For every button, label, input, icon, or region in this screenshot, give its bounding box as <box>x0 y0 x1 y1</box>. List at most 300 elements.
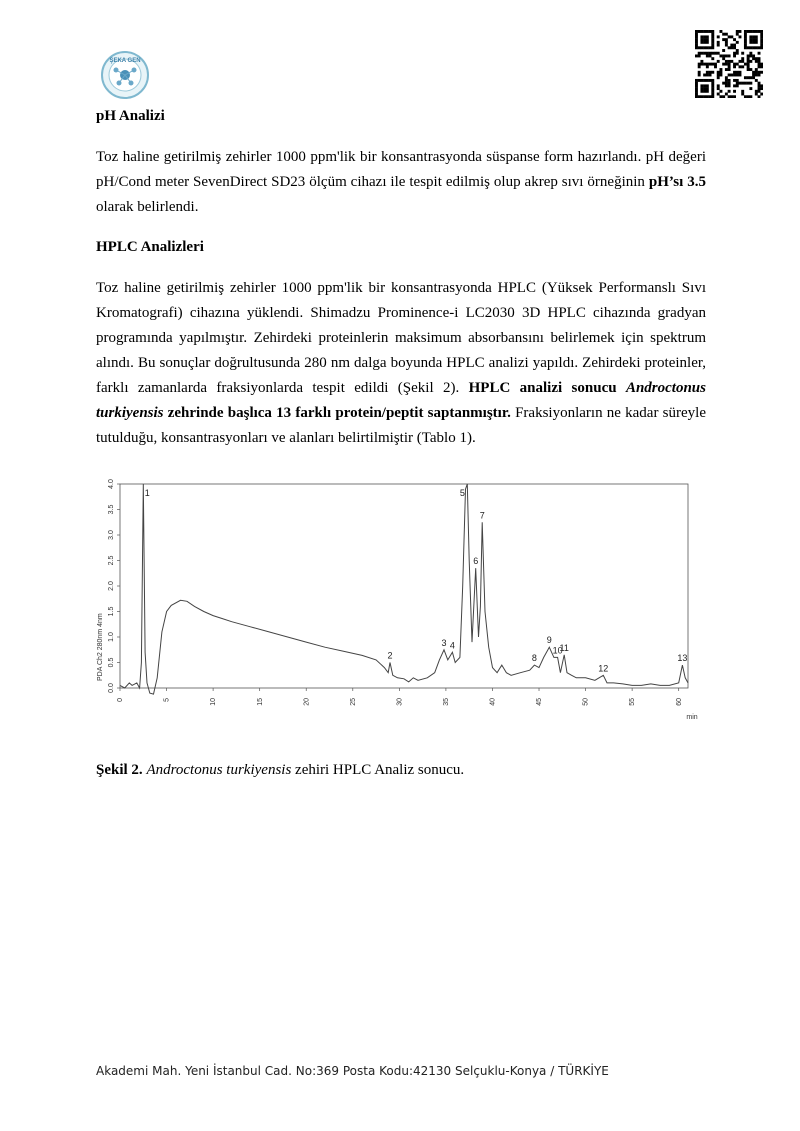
qr-module <box>736 84 739 87</box>
qr-module <box>725 44 728 47</box>
qr-module <box>722 33 725 36</box>
qr-module <box>752 46 755 49</box>
qr-module <box>695 46 698 49</box>
qr-module <box>706 74 709 77</box>
qr-module <box>700 84 703 87</box>
qr-module <box>733 84 736 87</box>
qr-module <box>709 30 712 33</box>
peak-label: 6 <box>473 556 479 567</box>
y-axis-label: PDA Ch2 280nm 4nm <box>97 613 104 681</box>
qr-module <box>714 52 717 55</box>
qr-module <box>717 74 720 77</box>
qr-module <box>725 41 728 44</box>
peak-label: 11 <box>559 642 569 653</box>
qr-module <box>725 79 728 82</box>
qr-module <box>717 52 720 55</box>
qr-module <box>703 95 706 98</box>
qr-module <box>700 46 703 49</box>
qr-module <box>695 35 698 38</box>
qr-module <box>709 63 712 66</box>
hplc-text-end: Fraksiyonların ne kadar süreyle tutulduğu, konsantrasyonları ve alanları belirtilmiştir (Tablo 1). <box>96 405 706 446</box>
qr-module <box>706 46 709 49</box>
qr-module <box>698 65 701 68</box>
qr-module <box>747 65 750 68</box>
qr-module <box>744 46 747 49</box>
logo-text: ŞEKA GEN <box>109 58 141 64</box>
qr-module <box>711 41 714 44</box>
y-tick-label: 0.5 <box>108 657 115 668</box>
qr-module <box>703 74 706 77</box>
qr-module <box>736 33 739 36</box>
qr-module <box>755 74 758 77</box>
x-tick-label: 50 <box>582 698 590 706</box>
qr-module <box>741 82 744 85</box>
qr-module <box>695 79 698 82</box>
qr-module <box>733 44 736 47</box>
qr-module <box>703 90 706 93</box>
qr-module <box>722 57 725 60</box>
ph-value: pH’sı 3.5 <box>648 174 707 190</box>
qr-module <box>747 46 750 49</box>
qr-module <box>700 90 703 93</box>
qr-module <box>706 63 709 66</box>
qr-module <box>728 90 731 93</box>
qr-module <box>706 90 709 93</box>
peak-label: 13 <box>677 653 688 664</box>
qr-module <box>758 60 761 63</box>
qr-module <box>698 30 701 33</box>
qr-module <box>739 74 742 77</box>
qr-module <box>758 84 761 87</box>
qr-module <box>709 52 712 55</box>
qr-module <box>706 71 709 74</box>
ph-text: Toz haline getirilmiş zehirler 1000 ppm'lik bir konsantrasyonda süspanse form hazırlandı. pH değeri pH/Cond meter SevenDirect SD23 ölçüm cihazı ile tespit edilmiş olup akrep sıvı örneğinin <box>96 149 706 190</box>
qr-module <box>728 84 731 87</box>
qr-module <box>755 35 758 38</box>
qr-module <box>706 95 709 98</box>
qr-module <box>695 41 698 44</box>
qr-module <box>717 60 720 63</box>
qr-module <box>752 76 755 79</box>
x-tick-label: 25 <box>349 698 357 706</box>
qr-module <box>717 44 720 47</box>
qr-module <box>733 46 736 49</box>
qr-module <box>706 52 709 55</box>
qr-module <box>711 79 714 82</box>
qr-module <box>749 54 752 57</box>
qr-module <box>755 79 758 82</box>
qr-module <box>749 52 752 55</box>
qr-module <box>703 30 706 33</box>
qr-module <box>760 93 763 96</box>
hplc-section-title: HPLC Analizleri <box>96 239 204 255</box>
qr-module <box>703 38 706 41</box>
y-tick-label: 3.5 <box>108 504 115 515</box>
qr-module <box>752 71 755 74</box>
caption-label: Şekil 2. <box>96 762 143 778</box>
qr-module <box>698 79 701 82</box>
qr-module <box>725 76 728 79</box>
peak-label: 10 <box>552 645 563 656</box>
qr-module <box>722 49 725 52</box>
x-tick-label: 20 <box>303 698 311 706</box>
qr-module <box>719 95 722 98</box>
qr-module <box>744 63 747 66</box>
x-axis-label: min <box>686 714 698 721</box>
qr-module <box>760 65 763 68</box>
qr-module <box>717 41 720 44</box>
qr-module <box>698 74 701 77</box>
qr-module <box>709 71 712 74</box>
qr-module <box>752 41 755 44</box>
qr-module <box>760 71 763 74</box>
qr-module <box>703 52 706 55</box>
x-tick-label: 60 <box>675 698 683 706</box>
qr-module <box>725 93 728 96</box>
qr-module <box>700 30 703 33</box>
qr-module <box>755 71 758 74</box>
qr-module <box>736 41 739 44</box>
qr-module <box>711 44 714 47</box>
qr-module <box>747 95 750 98</box>
qr-module <box>725 68 728 71</box>
qr-module <box>744 41 747 44</box>
qr-module <box>706 79 709 82</box>
figure-caption <box>96 762 464 779</box>
qr-module <box>741 52 744 55</box>
qr-module <box>747 82 750 85</box>
y-tick-label: 1.5 <box>108 606 115 617</box>
qr-module <box>711 52 714 55</box>
qr-module <box>749 87 752 90</box>
qr-module <box>709 54 712 57</box>
qr-module <box>700 41 703 44</box>
qr-module <box>728 65 731 68</box>
peak-label: 12 <box>598 663 609 674</box>
qr-module <box>755 93 758 96</box>
x-tick-label: 15 <box>256 698 264 706</box>
qr-module <box>695 33 698 36</box>
y-tick-label: 2.0 <box>108 581 115 591</box>
x-tick-label: 30 <box>396 698 404 706</box>
qr-module <box>736 82 739 85</box>
qr-module <box>749 35 752 38</box>
qr-module <box>747 54 750 57</box>
qr-module <box>706 54 709 57</box>
qr-module <box>755 57 758 60</box>
qr-module <box>706 35 709 38</box>
x-tick-label: 55 <box>629 698 637 706</box>
qr-module <box>749 68 752 71</box>
ph-paragraph <box>96 145 706 220</box>
footer-address: Akademi Mah. Yeni İstanbul Cad. No:369 Posta Kodu:42130 Selçuklu-Konya / TÜRKİYE <box>96 1064 609 1078</box>
qr-module <box>739 82 742 85</box>
caption-species: Androctonus turkiyensis <box>146 762 292 778</box>
qr-module <box>695 82 698 85</box>
qr-module <box>755 68 758 71</box>
qr-module <box>733 95 736 98</box>
qr-module <box>733 71 736 74</box>
qr-module <box>700 87 703 90</box>
qr-module <box>755 60 758 63</box>
qr-module <box>725 38 728 41</box>
qr-module <box>758 52 761 55</box>
ph-text-end: olarak belirlendi. <box>96 199 199 215</box>
qr-module <box>700 63 703 66</box>
qr-module <box>744 76 747 79</box>
qr-module <box>730 74 733 77</box>
qr-module <box>728 68 731 71</box>
qr-module <box>725 54 728 57</box>
qr-module <box>695 44 698 47</box>
qr-module <box>758 63 761 66</box>
qr-module <box>733 63 736 66</box>
x-tick-label: 0 <box>117 698 125 702</box>
qr-module <box>730 95 733 98</box>
qr-module <box>711 84 714 87</box>
qr-module <box>758 82 761 85</box>
qr-module <box>700 52 703 55</box>
qr-module <box>717 35 720 38</box>
qr-module <box>741 90 744 93</box>
qr-module <box>730 60 733 63</box>
qr-module <box>749 38 752 41</box>
qr-module <box>719 30 722 33</box>
qr-module <box>728 60 731 63</box>
qr-module <box>758 95 761 98</box>
qr-module <box>736 63 739 66</box>
qr-module <box>749 95 752 98</box>
qr-module <box>717 84 720 87</box>
qr-module <box>760 41 763 44</box>
hplc-paragraph <box>96 276 706 451</box>
qr-module <box>722 63 725 66</box>
qr-module <box>698 54 701 57</box>
qr-module <box>719 68 722 71</box>
qr-module <box>722 38 725 41</box>
qr-module <box>728 74 731 77</box>
qr-module <box>711 95 714 98</box>
qr-module <box>703 87 706 90</box>
qr-module <box>744 95 747 98</box>
qr-module <box>752 54 755 57</box>
qr-module <box>717 71 720 74</box>
peak-label: 9 <box>546 635 552 646</box>
qr-module <box>714 63 717 66</box>
qr-module <box>758 90 761 93</box>
qr-module <box>741 57 744 60</box>
qr-module <box>733 52 736 55</box>
x-tick-label: 40 <box>489 698 497 706</box>
qr-module <box>695 30 698 33</box>
qr-module <box>730 44 733 47</box>
qr-module <box>719 71 722 74</box>
qr-module <box>695 38 698 41</box>
peak-label: 4 <box>449 640 455 651</box>
hplc-text: Toz haline getirilmiş zehirler 1000 ppm'lik bir konsantrasyonda HPLC (Yüksek Performanslı Sıvı Kromatografi) cihazına yüklendi. Shimadzu Prominence-i LC2030 3D HPLC cihazında gradyan programında yapılmıştır. Zehirdeki proteinlerin maksimum absorbansını belirlemek için spektrum alındı. Bu sonuçlar doğrultusunda 280 nm dalga boyunda HPLC analizi yapıldı. Zehirdeki proteinler, farklı zamanlarda fraksiyonlarda tespit edildi (Şekil 2). <box>96 280 706 396</box>
qr-module <box>700 95 703 98</box>
hplc-bold-1: HPLC analizi sonucu <box>468 380 626 396</box>
qr-module <box>760 33 763 36</box>
caption-text: zehiri HPLC Analiz sonucu. <box>291 762 465 778</box>
qr-module <box>747 57 750 60</box>
qr-module <box>736 30 739 33</box>
qr-module <box>736 79 739 82</box>
qr-module <box>739 65 742 68</box>
qr-module <box>736 49 739 52</box>
qr-module <box>698 95 701 98</box>
qr-module <box>755 38 758 41</box>
qr-module <box>711 57 714 60</box>
qr-module <box>711 93 714 96</box>
qr-module <box>739 35 742 38</box>
qr-module <box>703 84 706 87</box>
qr-module <box>747 76 750 79</box>
qr-module <box>695 54 698 57</box>
qr-module <box>736 74 739 77</box>
qr-module <box>760 84 763 87</box>
qr-module <box>695 90 698 93</box>
qr-module <box>717 87 720 90</box>
qr-module <box>703 41 706 44</box>
qr-module <box>711 71 714 74</box>
qr-module <box>744 44 747 47</box>
qr-module <box>698 52 701 55</box>
qr-module <box>752 35 755 38</box>
qr-module <box>709 46 712 49</box>
qr-module <box>747 60 750 63</box>
qr-module <box>725 82 728 85</box>
x-tick-label: 45 <box>536 698 544 706</box>
qr-module <box>700 38 703 41</box>
qr-module <box>760 46 763 49</box>
qr-module <box>711 46 714 49</box>
qr-module <box>755 30 758 33</box>
peak-label: 2 <box>387 650 393 661</box>
qr-module <box>733 38 736 41</box>
qr-module <box>698 46 701 49</box>
qr-module <box>728 46 731 49</box>
qr-module <box>714 65 717 68</box>
qr-module <box>711 87 714 90</box>
qr-module <box>733 90 736 93</box>
qr-module <box>728 63 731 66</box>
qr-module <box>755 90 758 93</box>
qr-module <box>744 82 747 85</box>
qr-module <box>749 46 752 49</box>
qr-module <box>733 65 736 68</box>
x-tick-label: 35 <box>443 698 451 706</box>
qr-module <box>711 63 714 66</box>
qr-module <box>700 60 703 63</box>
qr-module <box>752 38 755 41</box>
qr-module <box>749 60 752 63</box>
qr-module <box>749 76 752 79</box>
qr-module <box>755 41 758 44</box>
qr-module <box>739 60 742 63</box>
qr-module <box>722 82 725 85</box>
qr-module <box>717 76 720 79</box>
peak-label: 8 <box>531 653 537 664</box>
qr-module <box>758 65 761 68</box>
qr-module <box>706 41 709 44</box>
x-tick-label: 5 <box>163 698 171 702</box>
qr-module <box>711 90 714 93</box>
qr-module <box>722 95 725 98</box>
qr-module <box>703 63 706 66</box>
qr-module <box>728 54 731 57</box>
ph-section-title: pH Analizi <box>96 108 165 124</box>
qr-module <box>725 60 728 63</box>
qr-module <box>749 82 752 85</box>
qr-module <box>700 79 703 82</box>
qr-code <box>695 30 763 98</box>
chromatogram-svg <box>92 476 704 746</box>
qr-module <box>719 74 722 77</box>
qr-module <box>760 44 763 47</box>
hplc-bold-2: zehrinde başlıca 13 farklı protein/peptit saptanmıştır. <box>163 405 511 421</box>
qr-module <box>695 87 698 90</box>
qr-module <box>747 30 750 33</box>
qr-module <box>725 63 728 66</box>
y-tick-label: 4.0 <box>108 479 115 489</box>
qr-module <box>728 35 731 38</box>
peak-label: 7 <box>479 510 485 521</box>
qr-module <box>711 33 714 36</box>
qr-module <box>760 30 763 33</box>
qr-module <box>744 35 747 38</box>
qr-module <box>711 35 714 38</box>
qr-module <box>706 65 709 68</box>
qr-module <box>758 57 761 60</box>
qr-module <box>703 35 706 38</box>
qr-module <box>758 71 761 74</box>
qr-module <box>733 74 736 77</box>
qr-module <box>741 65 744 68</box>
qr-module <box>752 74 755 77</box>
peak-label: 5 <box>459 488 465 498</box>
qr-module <box>755 46 758 49</box>
species-name: Androctonus turkiyensis <box>96 380 706 421</box>
qr-module <box>728 95 731 98</box>
qr-module <box>747 68 750 71</box>
qr-module <box>695 93 698 96</box>
hplc-chromatogram <box>92 476 704 746</box>
qr-module <box>717 93 720 96</box>
qr-module <box>703 46 706 49</box>
peak-label: 3 <box>441 637 447 648</box>
qr-module <box>695 95 698 98</box>
qr-module <box>733 54 736 57</box>
qr-module <box>744 33 747 36</box>
plot-frame <box>120 484 688 688</box>
y-tick-label: 3.0 <box>108 530 115 540</box>
qr-module <box>749 41 752 44</box>
peak-label: 1 <box>144 488 150 498</box>
qr-module <box>733 79 736 82</box>
qr-module <box>736 52 739 55</box>
qr-module <box>730 35 733 38</box>
x-tick-label: 10 <box>210 698 218 706</box>
qr-module <box>719 90 722 93</box>
qr-module <box>739 30 742 33</box>
qr-module <box>728 79 731 82</box>
qr-module <box>758 74 761 77</box>
qr-module <box>730 46 733 49</box>
qr-module <box>706 84 709 87</box>
qr-module <box>760 87 763 90</box>
qr-module <box>706 87 709 90</box>
